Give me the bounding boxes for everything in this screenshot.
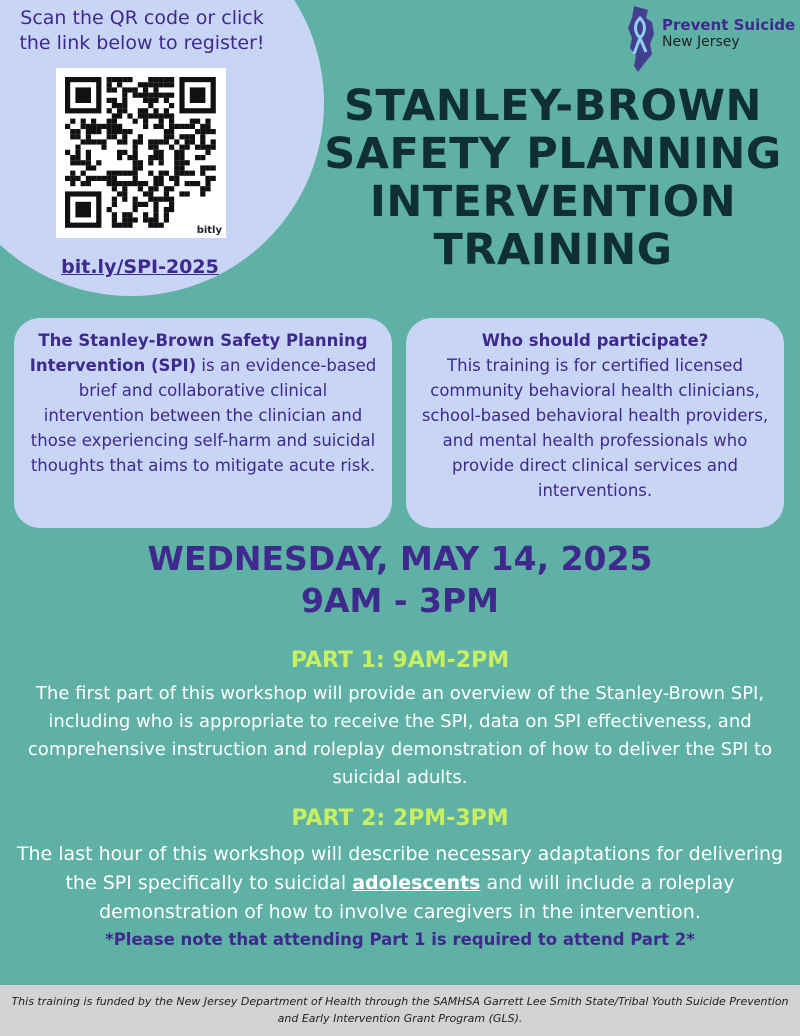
new-jersey-ribbon-icon (624, 4, 658, 74)
title-line-1: STANLEY-BROWN (343, 81, 763, 131)
event-date: WEDNESDAY, MAY 14, 2025 (147, 539, 653, 578)
prevent-suicide-nj-logo (624, 4, 796, 76)
about-spi-card (14, 318, 392, 528)
part2-desc-before: The last hour of this workshop will describe necessary adaptations for delivering the SPI specifically to suicidal (16, 843, 784, 894)
about-spi-heading: The Stanley-Brown Safety Planning Intervention (SPI) (29, 331, 368, 375)
participants-heading: Who should participate? (481, 331, 709, 350)
part2-desc-after: and will include a roleplay demonstration of how to involve caregivers in the intervention. (99, 872, 735, 923)
part1-title: PART 1: 9AM-2PM (290, 648, 510, 673)
attendance-note: *Please note that attending Part 1 is required to attend Part 2* (105, 930, 695, 949)
qr-brand-label: bitly (196, 225, 222, 236)
title-line-3: INTERVENTION (369, 177, 737, 227)
event-datetime (0, 538, 800, 622)
scan-instructions: Scan the QR code or click the link below to register! (19, 7, 265, 54)
part2-description (10, 840, 790, 927)
participants-text: This training is for certified licensed community behavioral health clinicians, school-based behavioral health providers, and mental health professionals who provide direct clinical services and interventions. (421, 356, 769, 500)
qr-code[interactable] (56, 68, 226, 238)
qr-code-icon (56, 68, 226, 238)
logo-subtitle: New Jersey (662, 34, 740, 50)
about-spi-text: is an evidence-based brief and collaborative clinical intervention between the clinician and those experiencing self-harm and suicidal thoughts that aims to mitigate acute risk. (30, 356, 377, 475)
title-line-4: TRAINING (433, 225, 673, 275)
title-line-2: SAFETY PLANNING (324, 129, 782, 179)
registration-link[interactable]: bit.ly/SPI-2025 (61, 256, 219, 278)
part2-title: PART 2: 2PM-3PM (291, 806, 509, 831)
logo-title: Prevent Suicide (662, 16, 796, 34)
page-title (318, 82, 788, 274)
part2-desc-emphasis: adolescents (352, 872, 481, 894)
part1-description: The first part of this workshop will provide an overview of the Stanley-Brown SPI, including who is appropriate to receive the SPI, data on SPI effectiveness, and comprehensive instruction and roleplay demonstration of how to deliver the SPI to suicidal adults. (27, 683, 773, 788)
event-time: 9AM - 3PM (301, 581, 499, 620)
funding-footer: This training is funded by the New Jersey Department of Health through the SAMHSA Garrett Lee Smith State/Tribal Youth Suicide Prevention and Early Intervention Grant Program (GLS). (0, 985, 800, 1036)
participants-card (406, 318, 784, 528)
